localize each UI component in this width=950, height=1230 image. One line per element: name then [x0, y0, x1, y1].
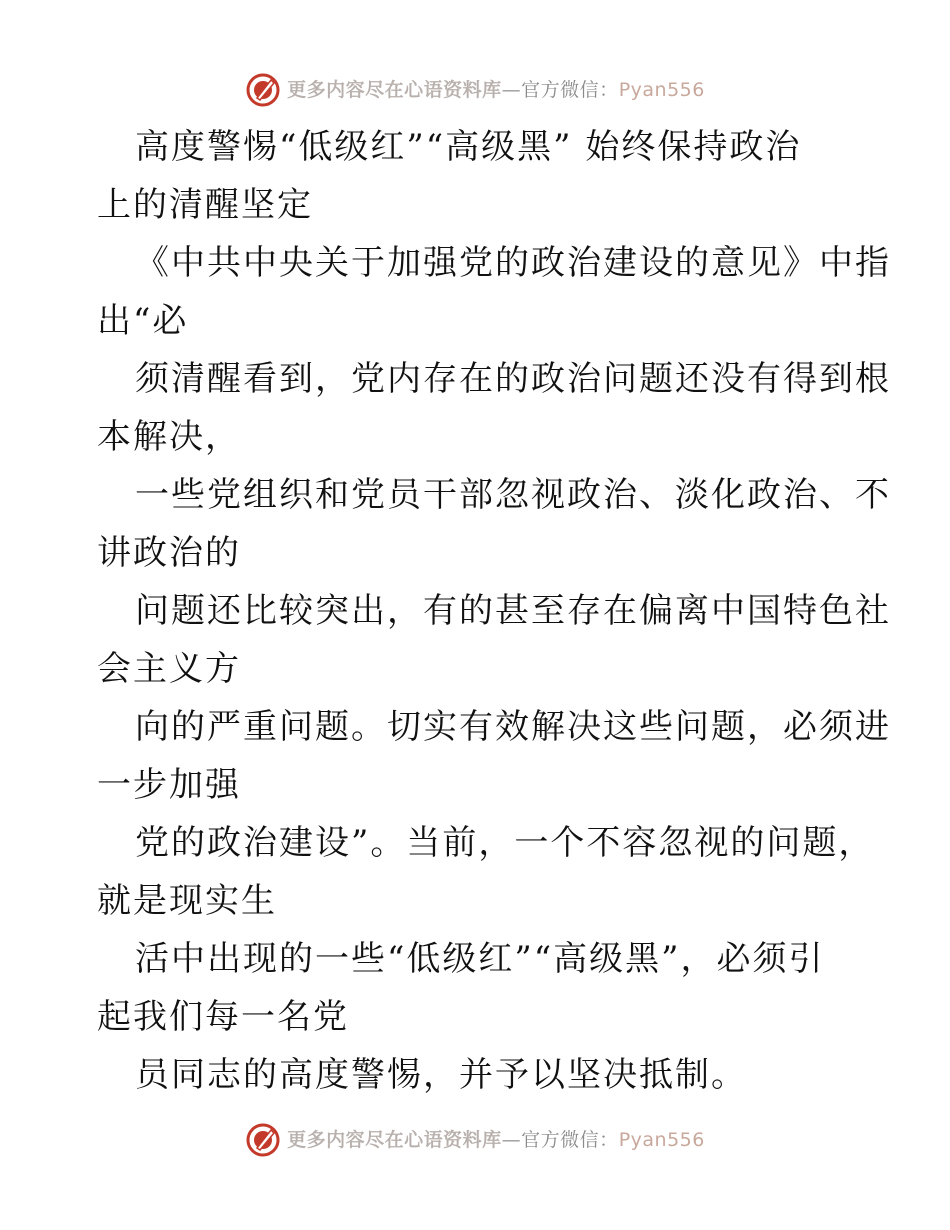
banner-main-text: 更多内容尽在心语资料库	[287, 78, 502, 101]
paragraph-line: 党的政治建设”。当前，一个不容忽视的问题，	[135, 823, 875, 863]
paragraph-line: 本解决，	[97, 417, 241, 457]
paragraph-line: 就是现实生	[97, 881, 277, 921]
paragraph	[97, 350, 891, 466]
paragraph-line: 向的严重问题。切实有效解决这些问题，必须进	[135, 707, 891, 747]
paragraph	[97, 698, 891, 814]
banner-label: 官方微信：	[521, 1128, 619, 1151]
banner-dash: —	[501, 78, 522, 101]
paragraph-line: 《中共中央关于加强党的政治建设的意见》中指	[135, 243, 891, 283]
paragraph-line: 活中出现的一些“低级红”“高级黑”，必须引	[135, 939, 825, 979]
paragraph-line: 须清醒看到，党内存在的政治问题还没有得到根	[135, 359, 891, 399]
paragraph	[97, 582, 891, 698]
paragraph-line: 一步加强	[97, 765, 241, 805]
header-watermark-banner	[0, 68, 950, 112]
paragraph	[97, 1046, 857, 1104]
paragraph	[97, 930, 857, 1046]
banner-handle: Pyan556	[618, 78, 705, 101]
paragraph	[97, 234, 891, 350]
paragraph	[97, 466, 891, 582]
banner-text	[287, 1128, 705, 1151]
paragraph-line: 高度警惕“低级红”“高级黑” 始终保持政治	[135, 127, 802, 167]
banner-main-text: 更多内容尽在心语资料库	[287, 1128, 502, 1151]
paragraph-line: 上的清醒坚定	[97, 185, 313, 225]
pen-logo-icon	[245, 72, 281, 108]
paragraph-line: 起我们每一名党	[97, 997, 349, 1037]
banner-text	[287, 78, 705, 101]
paragraph	[97, 118, 857, 234]
paragraph-line: 员同志的高度警惕，并予以坚决抵制。	[135, 1055, 747, 1095]
paragraph	[97, 814, 875, 930]
document-body	[97, 118, 891, 1104]
paragraph-line: 出“必	[97, 301, 189, 341]
banner-label: 官方微信：	[521, 78, 619, 101]
footer-watermark-banner	[0, 1118, 950, 1162]
paragraph-line: 讲政治的	[97, 533, 241, 573]
paragraph-line: 问题还比较突出，有的甚至存在偏离中国特色社	[135, 591, 891, 631]
pen-logo-icon	[245, 1122, 281, 1158]
banner-dash: —	[501, 1128, 522, 1151]
paragraph-line: 会主义方	[97, 649, 241, 689]
paragraph-line: 一些党组织和党员干部忽视政治、淡化政治、不	[135, 475, 891, 515]
banner-handle: Pyan556	[618, 1128, 705, 1151]
